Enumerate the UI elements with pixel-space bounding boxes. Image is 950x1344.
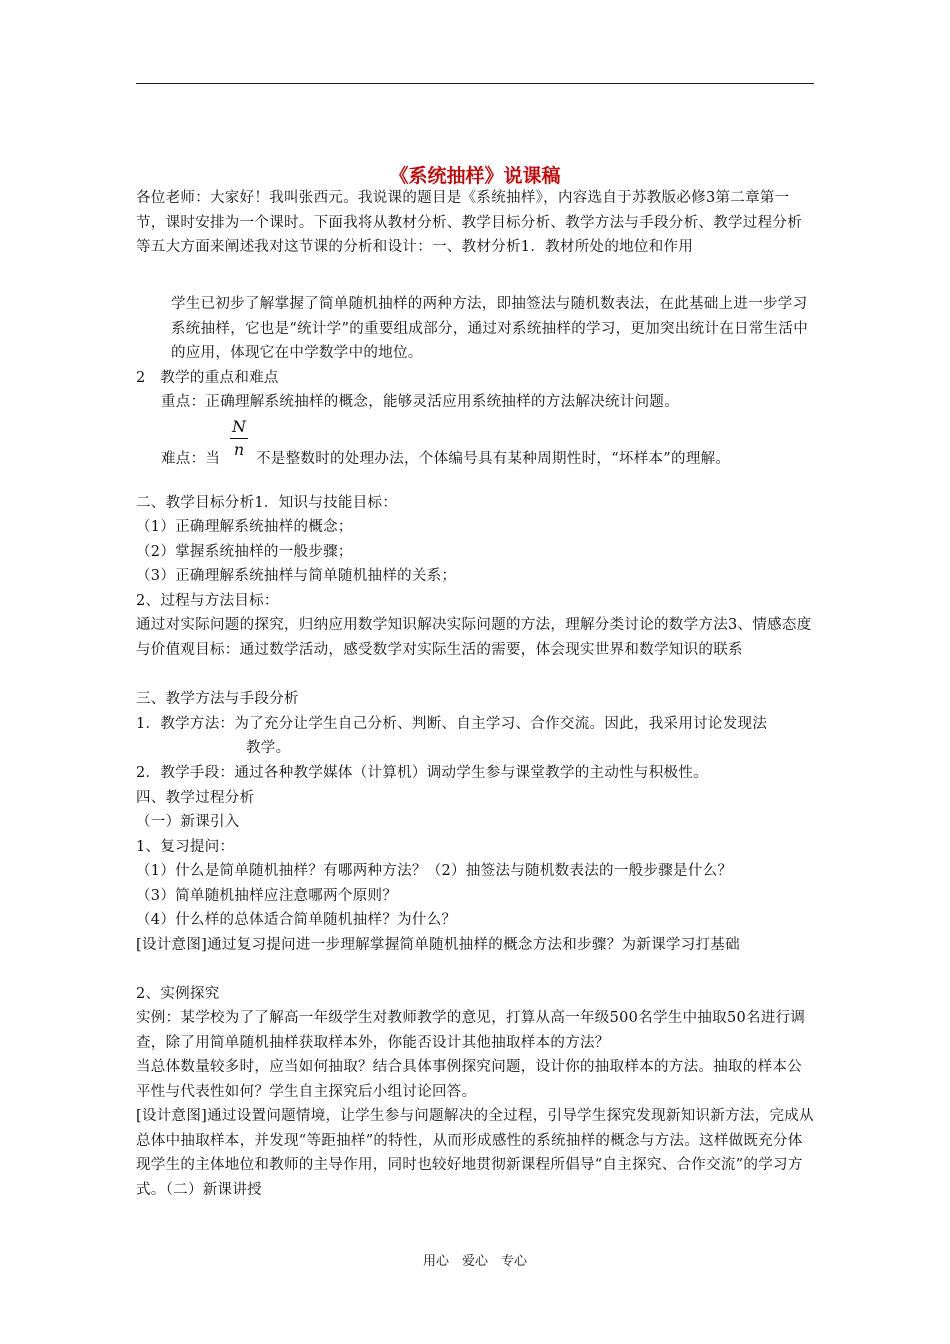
- process-goal-text: 通过对实际问题的探究，归纳应用数学知识解决实际问题的方法，理解分类讨论的数学方法3、情感态度与价值观目标：通过数学活动，感受数学对实际生活的需要，体会现实世界和数学知识的联系: [136, 617, 812, 658]
- review-question: （3）简单随机抽样应注意哪两个原则？: [136, 888, 398, 904]
- intro-paragraph: 各位老师：大家好！我叫张西元。我说课的题目是《系统抽样》，内容选自于苏教版必修3第二章第一节，课时安排为一个课时。下面我将从教材分析、教学目标分析、教学方法与手段分析、教学过程分析等五大方面来阐述我对这节课的分析和设计：一、教材分析1．教材所处的地位和作用: [136, 190, 802, 255]
- position-paragraph: 学生已初步了解掌握了简单随机抽样的两种方法，即抽签法与随机数表法，在此基础上进一步学习系统抽样，它也是“统计学”的重要组成部分，通过对系统抽样的学习，更加突出统计在日常生活中的应用，体现它在中学数学中的地位。: [171, 296, 809, 361]
- review-question: （4）什么样的总体适合简单随机抽样？为什么？: [136, 912, 457, 928]
- difficulty-prefix: 难点：当: [161, 451, 221, 467]
- page-footer: 用心 爱心 专心: [422, 1254, 527, 1269]
- fraction-numerator: N: [232, 417, 246, 436]
- fraction-denominator: n: [233, 440, 245, 459]
- goal-item: （1）正确理解系统抽样的概念；: [136, 519, 353, 535]
- goal-item: （2）掌握系统抽样的一般步骤；: [136, 544, 353, 560]
- key-point: 重点：正确理解系统抽样的概念，能够灵活应用系统抽样的方法解决统计问题。: [161, 394, 679, 410]
- key-difficulty-heading: 2 教学的重点和难点: [136, 370, 279, 386]
- goal-item: （3）正确理解系统抽样与简单随机抽样的关系；: [136, 568, 457, 584]
- review-question: （1）什么是简单随机抽样？有哪两种方法？（2）抽签法与随机数表法的一般步骤是什么？: [136, 863, 733, 879]
- example-question: 当总体数量较多时，应当如何抽取？结合具体事例探究问题，设计你的抽取样本的方法。抽取的样本公平性与代表性如何？学生自主探究后小组讨论回答。: [136, 1059, 802, 1100]
- header-rule: [136, 83, 814, 84]
- design-intent-2: [设计意图]通过设置问题情境，让学生参与问题解决的全过程，引导学生探究发现新知识新方法，完成从总体中抽取样本，并发现“等距抽样”的特性，从而形成感性的系统抽样的概念与方法。这样做既充分体现学生的主体地位和教师的主导作用，同时也较好地贯彻新课程所倡导“自主探究、合作交流”的学习方式。（二）新课讲授: [136, 1108, 814, 1198]
- process-heading: 四、教学过程分析: [136, 790, 255, 806]
- process-goal-heading: 2、过程与方法目标：: [136, 593, 279, 609]
- method-heading: 三、教学方法与手段分析: [136, 691, 299, 707]
- fraction-bar: [230, 438, 248, 439]
- method-1: 1．教学方法：为了充分让学生自己分析、判断、自主学习、合作交流。因此，我采用讨论发现法: [136, 716, 768, 732]
- page-title: 《系统抽样》说课稿: [389, 165, 561, 187]
- design-intent-1: [设计意图]通过复习提问进一步理解掌握简单随机抽样的概念方法和步骤？为新课学习打基础: [136, 937, 740, 953]
- fraction-n-over-n: [230, 418, 248, 459]
- difficulty-text: 不是整数时的处理办法，个体编号具有某种周期性时，“坏样本”的理解。: [256, 451, 731, 467]
- new-lesson-intro: （一）新课引入: [136, 814, 240, 830]
- example-text: 实例：某学校为了了解高一年级学生对教师教学的意见，打算从高一年级500名学生中抽取50名进行调查，除了用简单随机抽样获取样本外，你能否设计其他抽取样本的方法？: [136, 1010, 806, 1051]
- review-heading: 1、复习提问：: [136, 839, 235, 855]
- goals-heading: 二、教学目标分析1．知识与技能目标：: [136, 495, 398, 511]
- method-1-cont: 教学。: [246, 740, 291, 756]
- example-heading: 2、实例探究: [136, 986, 220, 1002]
- method-2: 2．教学手段：通过各种教学媒体（计算机）调动学生参与课堂教学的主动性与积极性。: [136, 765, 708, 781]
